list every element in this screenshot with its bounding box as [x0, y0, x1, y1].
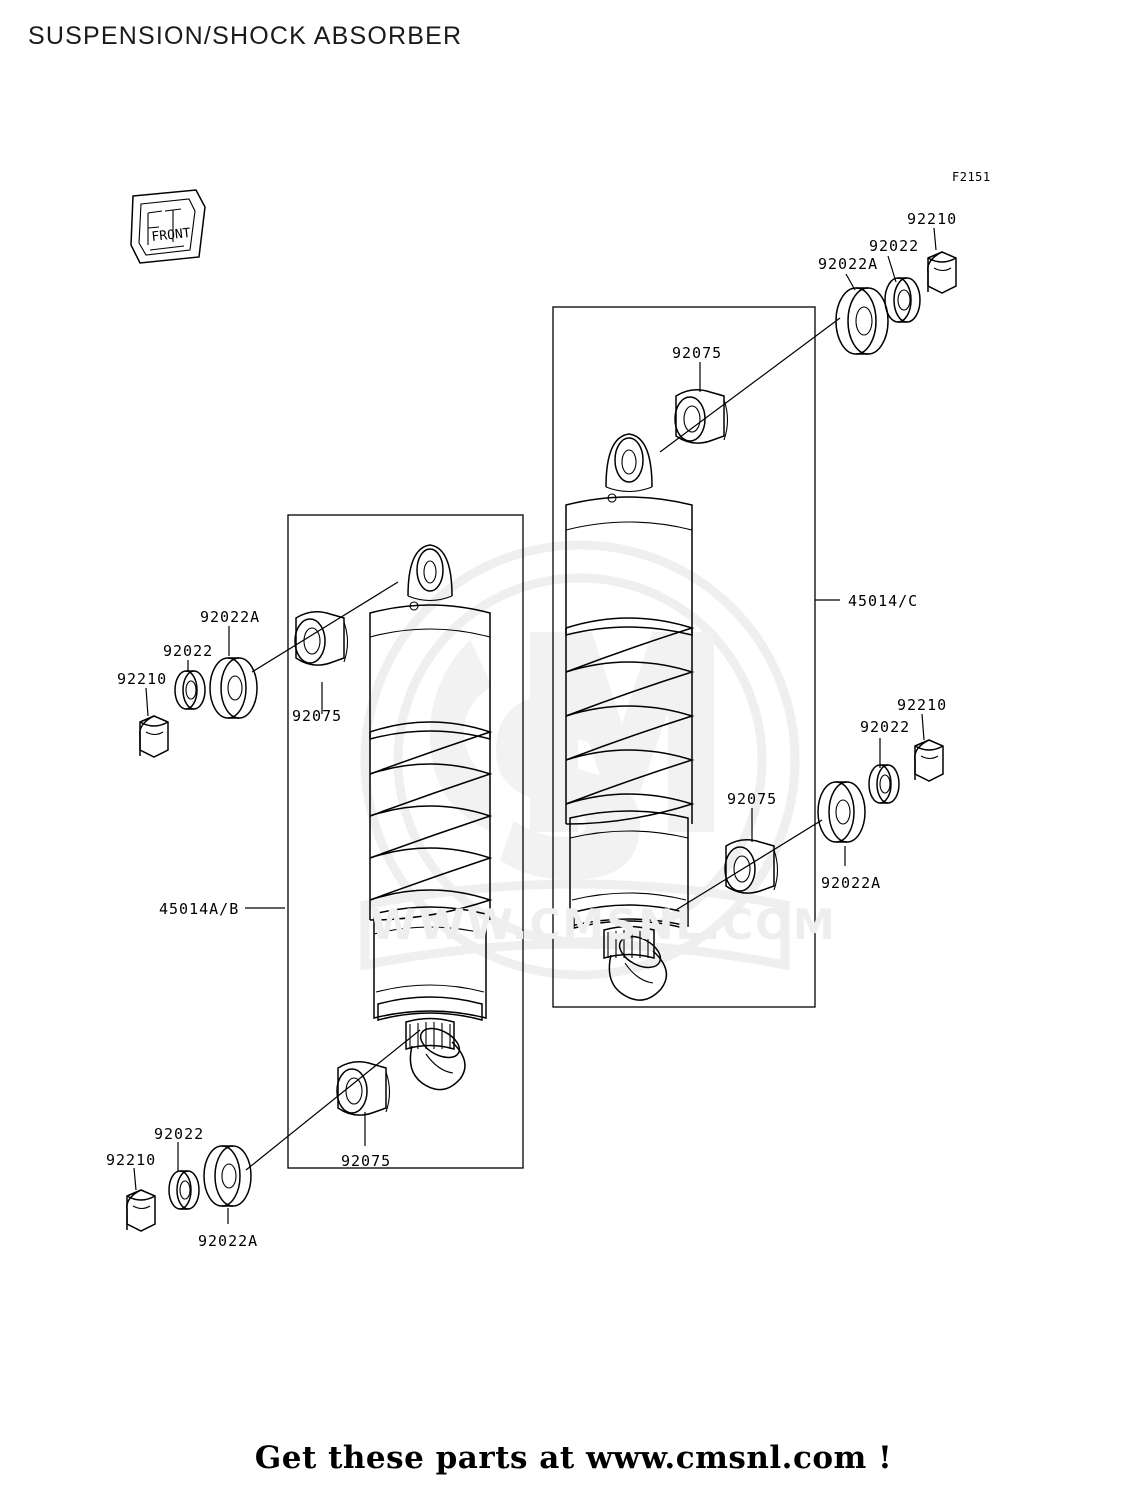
label-92022-right-top: 92022: [869, 237, 920, 255]
svg-text:FRONT: FRONT: [150, 225, 192, 245]
label-92210-left-bottom: 92210: [106, 1151, 157, 1169]
label-92075-right-top: 92075: [672, 344, 723, 362]
label-92022-left-bottom: 92022: [154, 1125, 205, 1143]
label-92075-right-bottom: 92075: [727, 790, 778, 808]
label-45014ab: 45014A/B: [159, 900, 240, 918]
hardware-left-top: [140, 582, 398, 757]
label-92022a-right-top: 92022A: [818, 255, 879, 273]
label-92022a-left-bottom: 92022A: [198, 1232, 259, 1250]
footer-promo-text: Get these parts at www.cmsnl.com !: [254, 1440, 893, 1476]
label-92210-left-top: 92210: [117, 670, 168, 688]
front-arrow-marker: [131, 190, 205, 263]
label-92210-right-bottom: 92210: [897, 696, 948, 714]
page-title: SUSPENSION/SHOCK ABSORBER: [28, 22, 463, 50]
label-92210-right-top: 92210: [907, 210, 958, 228]
label-92075-left-top: 92075: [292, 707, 343, 725]
label-45014c: 45014/C: [848, 592, 919, 610]
label-92022-left-top: 92022: [163, 642, 214, 660]
label-92022a-right-bottom: 92022A: [821, 874, 882, 892]
label-92022-right-bottom: 92022: [860, 718, 911, 736]
watermark-text: WWW.CMSNL.COM: [370, 900, 837, 949]
label-diagram-code: F2151: [952, 170, 991, 184]
label-92022a-left-top: 92022A: [200, 608, 261, 626]
label-92075-left-bottom: 92075: [341, 1152, 392, 1170]
hardware-right-top: [660, 228, 956, 452]
